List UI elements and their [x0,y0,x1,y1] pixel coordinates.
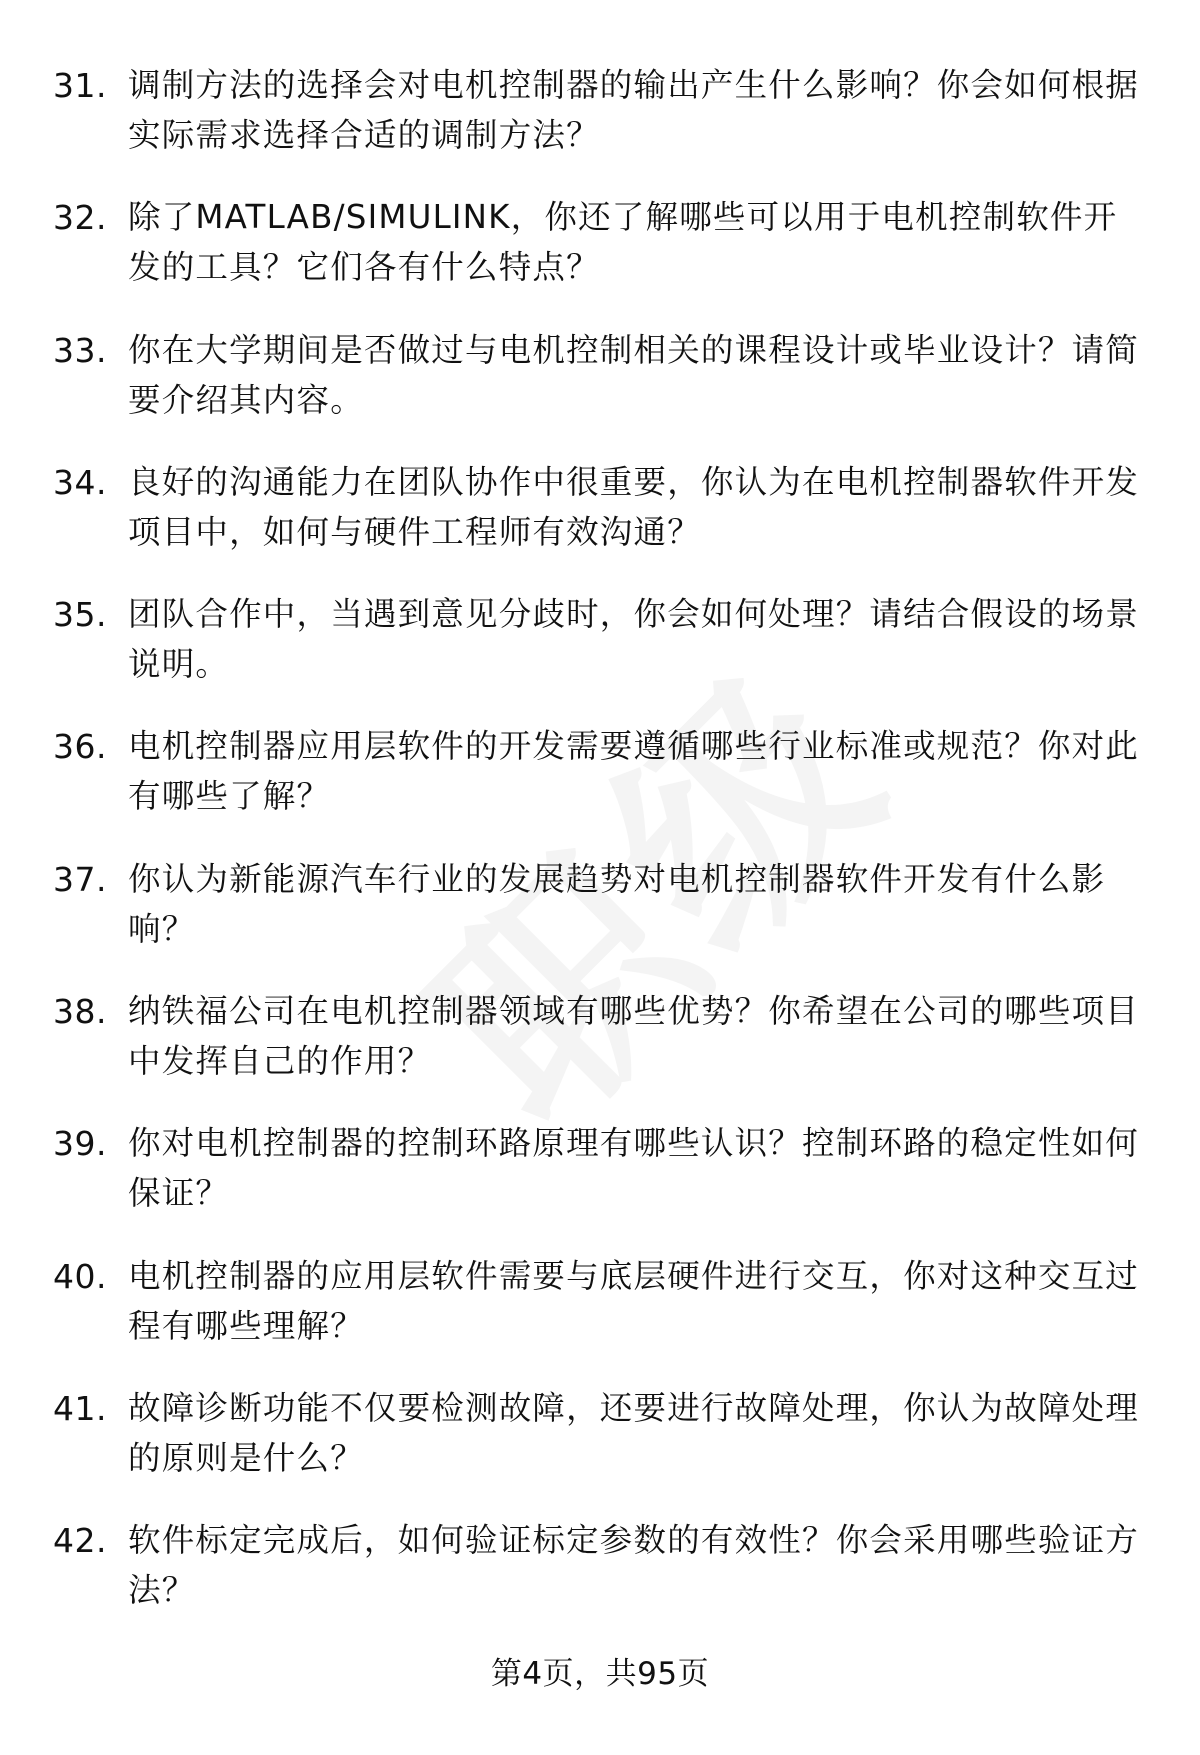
question-number: 42. [53,1521,107,1561]
question-item [0,721,1200,853]
question-item [0,854,1200,986]
question-item [0,325,1200,457]
question-text: 你对电机控制器的控制环路原理有哪些认识？控制环路的稳定性如何保证？ [128,1124,1140,1213]
question-text: 电机控制器的应用层软件需要与底层硬件进行交互，你对这种交互过程有哪些理解？ [128,1256,1140,1345]
question-number: 38. [53,992,107,1032]
question-item [0,60,1200,192]
question-text: 良好的沟通能力在团队协作中很重要，你认为在电机控制器软件开发项目中，如何与硬件工程师有效沟通？ [128,462,1140,551]
question-text: 故障诊断功能不仅要检测故障，还要进行故障处理，你认为故障处理的原则是什么？ [128,1388,1140,1477]
question-number: 40. [53,1256,107,1296]
question-text: 纳铁福公司在电机控制器领域有哪些优势？你希望在公司的哪些项目中发挥自己的作用？ [128,992,1140,1081]
question-number: 35. [53,595,107,635]
page-footer: 第4页，共95页 [490,1656,710,1692]
question-item [0,1118,1200,1250]
question-item [0,1383,1200,1515]
question-item [0,1515,1200,1647]
question-item [0,1251,1200,1383]
question-number: 37. [53,859,107,899]
question-text: 软件标定完成后，如何验证标定参数的有效性？你会采用哪些验证方法？ [128,1521,1140,1610]
question-item [0,589,1200,721]
question-text: 除了MATLAB/SIMULINK，你还了解哪些可以用于电机控制软件开发的工具？它们各有什么特点？ [128,198,1118,287]
question-text: 调制方法的选择会对电机控制器的输出产生什么影响？你会如何根据实际需求选择合适的调制方法？ [128,66,1140,154]
question-number: 39. [53,1124,107,1164]
question-number: 34. [53,462,107,502]
question-number: 31. [53,66,107,105]
question-number: 33. [53,330,107,370]
question-text: 你在大学期间是否做过与电机控制相关的课程设计或毕业设计？请简要介绍其内容。 [128,330,1140,419]
question-item [0,986,1200,1118]
question-text: 电机控制器应用层软件的开发需要遵循哪些行业标准或规范？你对此有哪些了解？ [128,727,1140,816]
question-item [0,457,1200,589]
question-item [0,192,1200,324]
question-number: 41. [53,1388,107,1428]
question-text: 团队合作中，当遇到意见分歧时，你会如何处理？请结合假设的场景说明。 [128,595,1140,684]
question-text: 你认为新能源汽车行业的发展趋势对电机控制器软件开发有什么影响？ [128,859,1106,948]
question-number: 36. [53,727,107,767]
question-list [0,60,1200,1648]
question-number: 32. [53,198,107,238]
